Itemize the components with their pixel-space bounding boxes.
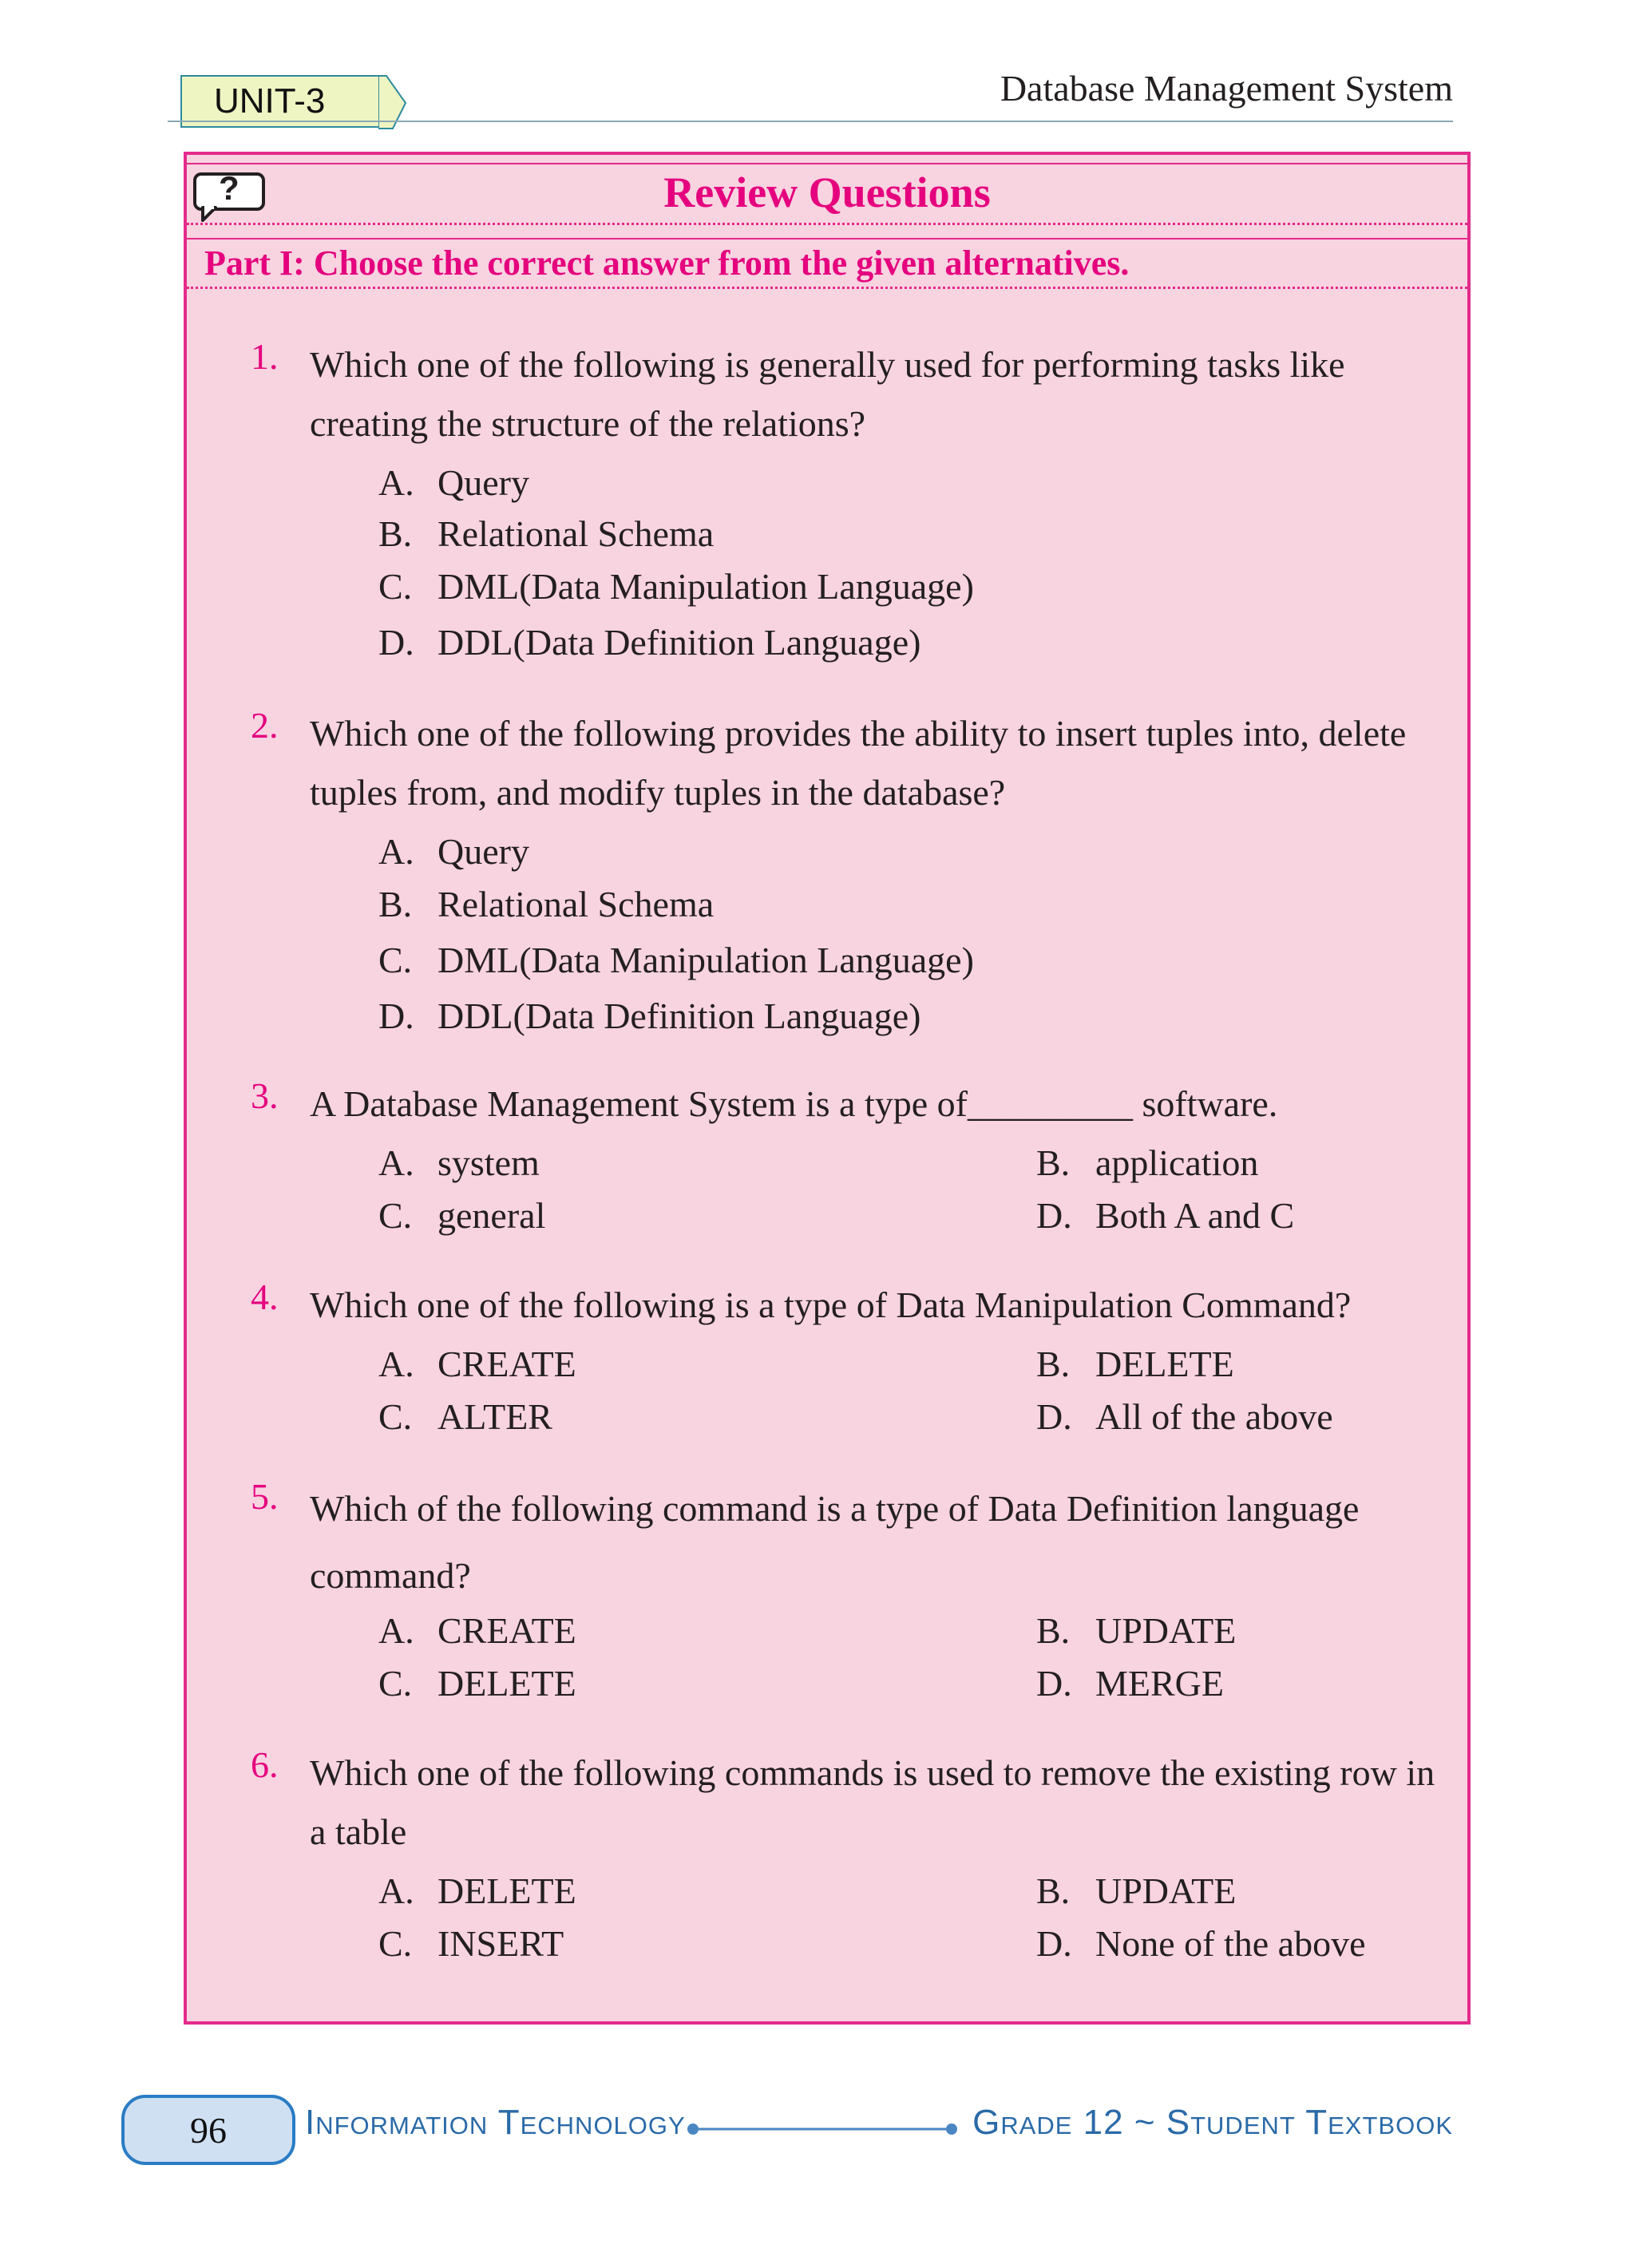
question-mark: ?	[219, 169, 240, 207]
question-text: Which one of the following is a type of Data Manipulation Command?	[310, 1284, 1352, 1325]
option-a: A. Query	[378, 831, 529, 872]
option-c: C. DML(Data Manipulation Language)	[378, 940, 974, 980]
review-title-row	[187, 163, 1467, 225]
option-c: C. general	[378, 1195, 546, 1236]
part-title: Part I: Choose the correct answer from the given alternatives.	[204, 243, 1130, 283]
option-a: A. Query	[378, 462, 529, 503]
option-c: C. INSERT	[378, 1923, 564, 1964]
page-number: 96	[121, 2095, 295, 2165]
option-b: B. DELETE	[1036, 1344, 1234, 1384]
question-number: 1.	[251, 336, 279, 377]
option-a: A. DELETE	[378, 1870, 576, 1911]
unit-label: UNIT-3	[214, 81, 326, 121]
option-a: A. system	[378, 1142, 540, 1183]
question-number: 5.	[251, 1476, 279, 1517]
part-header-row	[187, 238, 1467, 289]
question-text: Which one of the following is generally used for performing tasks like creating the structure of the relations?	[310, 344, 1345, 444]
option-c: C. DELETE	[378, 1663, 576, 1704]
option-b: B. Relational Schema	[378, 513, 715, 554]
option-d: D. DDL(Data Definition Language)	[378, 995, 921, 1036]
footer-connector-line	[687, 2121, 958, 2141]
question-number: 4.	[251, 1276, 279, 1317]
header-divider	[168, 121, 1453, 122]
review-questions-box	[184, 152, 1471, 2025]
question-text: A Database Management System is a type of_________ software.	[310, 1083, 1278, 1124]
chapter-title: Database Management System	[1000, 68, 1453, 109]
option-a: A. CREATE	[378, 1344, 576, 1384]
question-text: Which one of the following commands is used to remove the existing row in a table	[310, 1752, 1435, 1852]
question-number: 3.	[251, 1075, 279, 1116]
option-d: D. All of the above	[1036, 1396, 1333, 1437]
option-a: A. CREATE	[378, 1610, 576, 1651]
option-b: B. application	[1036, 1142, 1259, 1183]
footer-grade: Grade 12 ~ Student Textbook	[972, 2103, 1453, 2142]
option-d: D. Both A and C	[1036, 1195, 1295, 1236]
review-title: Review Questions	[663, 168, 991, 216]
option-b: B. UPDATE	[1036, 1870, 1237, 1911]
option-c: C. DML(Data Manipulation Language)	[378, 566, 974, 607]
option-d: D. None of the above	[1036, 1923, 1366, 1964]
option-d: D. DDL(Data Definition Language)	[378, 622, 921, 663]
question-number: 6.	[251, 1744, 279, 1785]
question-number: 2.	[251, 705, 279, 746]
option-b: B. UPDATE	[1036, 1610, 1237, 1651]
question-text: Which one of the following provides the ability to insert tuples into, delete tuples from, and modify tuples in the database?	[310, 713, 1407, 813]
option-b: B. Relational Schema	[378, 884, 715, 924]
option-d: D. MERGE	[1036, 1663, 1224, 1704]
footer-subject: Information Technology	[305, 2103, 686, 2142]
option-c: C. ALTER	[378, 1396, 552, 1437]
question-text: Which of the following command is a type of Data Definition language command?	[310, 1488, 1360, 1596]
